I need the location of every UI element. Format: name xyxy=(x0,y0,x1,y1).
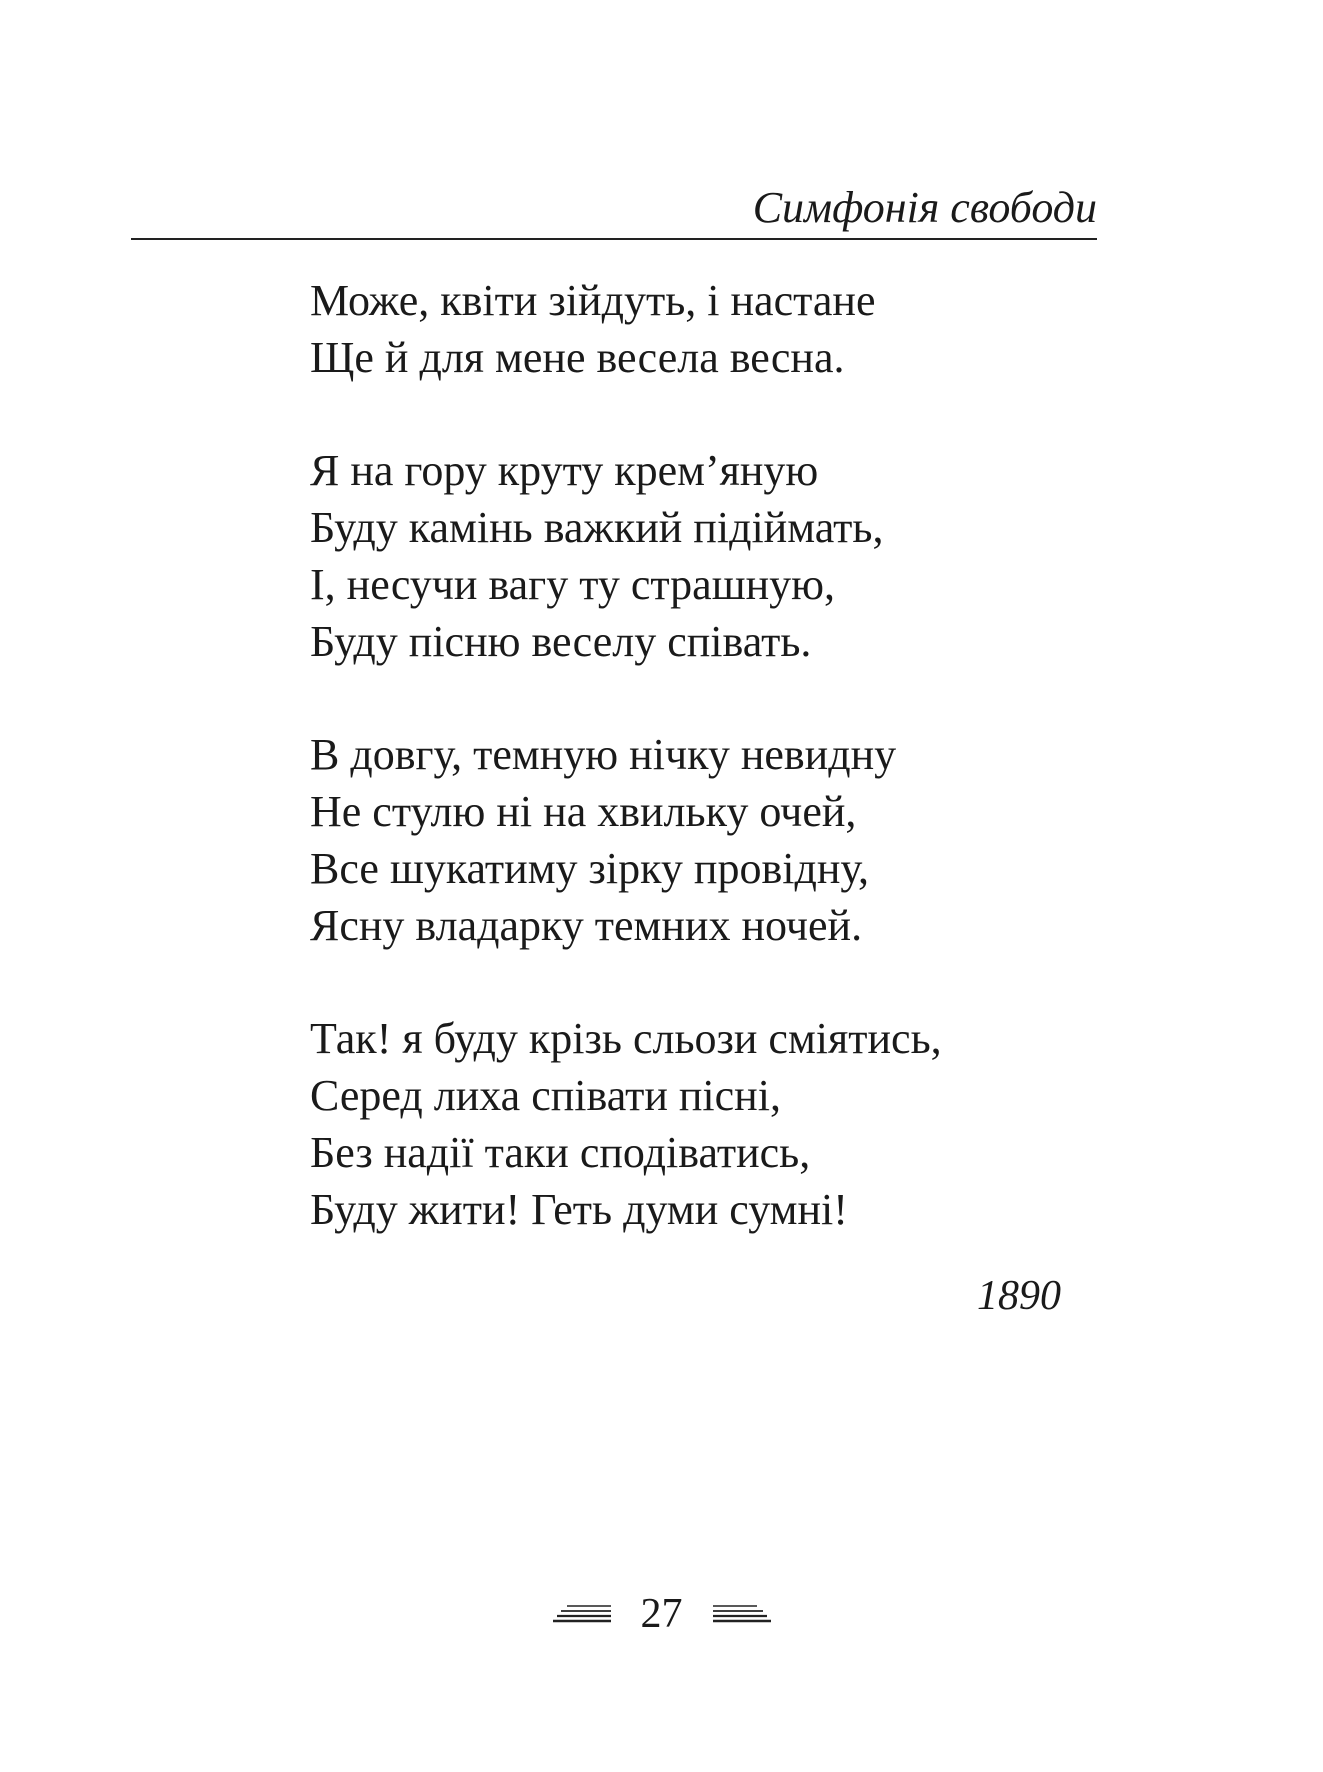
poem-line: Ще й для мене весела весна. xyxy=(310,333,845,382)
poem-line: Серед лиха співати пісні, xyxy=(310,1071,781,1120)
poem-line: І, несучи вагу ту страшную, xyxy=(310,560,835,609)
poem-line: Не стулю ні на хвильку очей, xyxy=(310,787,857,836)
page-number: 27 xyxy=(640,1591,683,1637)
poem-line: Буду камінь важкий підіймать, xyxy=(310,503,884,552)
poem-line: Я на гору круту крем’яную xyxy=(310,446,819,495)
poem-line: Все шукатиму зірку провідну, xyxy=(310,844,869,893)
running-title: Симфонія свободи xyxy=(752,183,1097,232)
ornament-lines-icon xyxy=(553,1603,611,1625)
poem-line: Буду пісню веселу співать. xyxy=(310,617,812,666)
poem-line: Буду жити! Геть думи сумні! xyxy=(310,1185,848,1234)
poem-line: В довгу, темную нічку невидну xyxy=(310,730,897,779)
stanza-4 xyxy=(310,1010,1090,1238)
page-footer xyxy=(0,1586,1323,1642)
stanza-3 xyxy=(310,726,1090,954)
poem-line: Так! я буду крізь сльози сміятись, xyxy=(310,1014,942,1063)
poem-date: 1890 xyxy=(977,1273,1061,1319)
ornament-lines-icon xyxy=(713,1603,771,1625)
header-rule xyxy=(131,238,1097,240)
poem-line: Ясну владарку темних ночей. xyxy=(310,901,863,950)
stanza-1 xyxy=(310,272,1090,386)
stanza-2 xyxy=(310,442,1090,670)
running-head xyxy=(131,182,1097,242)
poem-line: Може, квіти зійдуть, і настане xyxy=(310,276,876,325)
poem xyxy=(310,272,1090,1294)
poem-line: Без надії таки сподіватись, xyxy=(310,1128,811,1177)
